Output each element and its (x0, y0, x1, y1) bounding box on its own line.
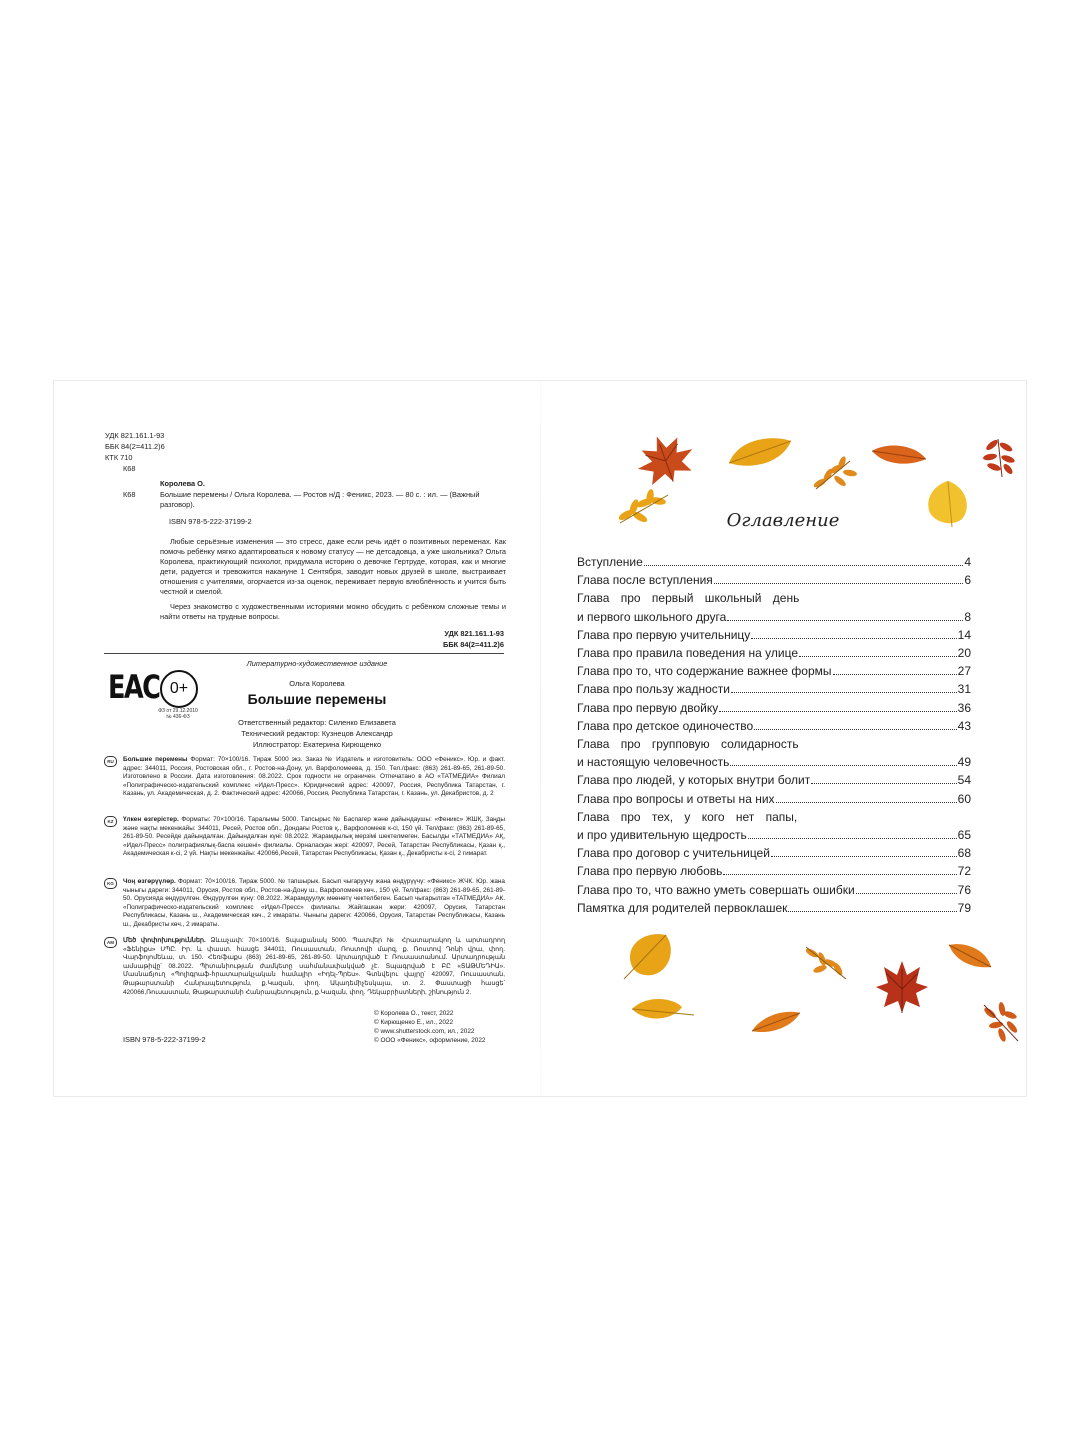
book-title: Большие перемены (247, 691, 387, 707)
separator-line (104, 653, 504, 654)
toc-entry (577, 627, 971, 643)
annotation-paragraph-1: Любые серьёзные изменения — это стресс, даже если речь идёт о позитивных переменах. Как помочь ребёнку мягко адаптироваться к новому статусу — не детсадовца, а уже школьника? Ольга Королева, практикующий психолог, придумала историю о девочке Гертруде, которая, как и многие дети, радуется и тревожится накануне 1 Сентября, заводит новых друзей в школе, выстраивает отношения с учителями, огорчается из-за оценок, переживает первую влюблённость и учится быть честной и смелой. (160, 537, 506, 596)
toc-entry (577, 590, 971, 606)
annotation-paragraph-2: Через знакомство с художественными историями можно обсудить с ребёнком сложные темы и найти ответы на трудные вопросы. (160, 602, 506, 621)
toc-dot-leader (731, 692, 957, 693)
toc-entry-title: Глава про групповую солидарность (577, 737, 799, 751)
toc-entry (577, 645, 971, 661)
toc-entry-page: 72 (957, 864, 971, 879)
toc-entry (577, 772, 971, 788)
toc-entry (577, 663, 971, 679)
toc-dot-leader (799, 656, 957, 657)
toc-entry (577, 900, 971, 916)
orange-leaf-small-icon (748, 1007, 804, 1037)
contents-page (540, 381, 1026, 1096)
toc-entry-page: 49 (957, 755, 971, 770)
toc-entry-page: 76 (957, 882, 971, 897)
toc-entry (577, 681, 971, 697)
toc-dot-leader (788, 911, 956, 912)
toc-entry-page: 60 (957, 791, 971, 806)
yellow-leaf-bottom-icon (628, 993, 698, 1027)
toc-entry-title: Глава про вопросы и ответы на них (577, 791, 775, 806)
toc-entry (577, 845, 971, 861)
toc-dot-leader (771, 856, 957, 857)
lang-badge-kg: KG (104, 878, 117, 889)
edition-type: Литературно-художественное издание (246, 659, 388, 668)
maple-leaf-bottom-icon (874, 957, 930, 1017)
toc-dot-leader (748, 838, 957, 839)
toc-entry-title: Глава про тех, у кого нет папы, (577, 809, 798, 824)
toc-entry (577, 572, 971, 588)
ktk-code: КТК 710 (105, 453, 133, 462)
toc-entry-page: 65 (957, 828, 971, 842)
toc-entry (577, 791, 971, 807)
imprint-am (123, 937, 505, 997)
toc-entry-title: Глава про первый школьный день (577, 591, 800, 606)
tech-editor-line: Технический редактор: Кузнецов Александр (241, 729, 393, 738)
imprint-ru (123, 756, 505, 799)
editor-line: Ответственный редактор: Силенко Елизавета (238, 718, 396, 727)
toc-entry-page: 43 (957, 718, 971, 733)
toc-dot-leader (776, 802, 957, 803)
toc-dot-leader (730, 765, 956, 766)
toc-entry (577, 736, 971, 752)
imprint-ru-text: Формат: 70×100/16. Тираж 5000 экз. Заказ № Издатель и изготовитель: ООО «Феникс». Юр. и факт. адрес: 344011, Россия, Ростовская обл., г. Ростов-на-Дону, ул. Варфоломеева, д. 150. Тел./факс: (863) 261-89-65, 261-89-50. Изготовлено в России. Дата изготовления: 08.2022. Срок годности не ограничен. Отпечатано в АО «ТАТМЕДИА» Филиал «Полиграфическо-издательский комплекс «Идел-Пресс». Юридический адрес: 420097, Россия, Республика Татарстан, г. Казань, ул. Академическая, д. 2. Фактический адрес: 420066, Россия, Республика Татарстан, г. Казань, ул. Декабристов, д. 2 (123, 756, 505, 798)
toc-entry-page: 4 (964, 555, 971, 569)
toc-dot-leader (727, 620, 963, 621)
orange-leaf-bottom-icon (945, 939, 995, 973)
toc-entry (577, 700, 971, 716)
toc-entry (577, 882, 971, 898)
copyright-3: © www.shutterstock.com, ил., 2022 (374, 1028, 475, 1035)
toc-entry-page: 6 (964, 573, 971, 588)
toc-dot-leader (714, 583, 964, 584)
copyright-2: © Кирющенко Е., ил., 2022 (374, 1019, 454, 1026)
toc-entry (577, 863, 971, 879)
toc-entry (577, 809, 971, 825)
toc-entry-title: Глава про первую любовь (577, 864, 723, 879)
imprint-am-text: Ձևաչափ: 70×100/16. Տպաքանակ 5000. Պատվեր № Հրատարակող և արտադրող «Ֆենիքս» ՍՊԸ. Իր. և փաստ. հասցե 344011, Ռուսաստան, Ռոստովի մարզ, ք. Ռոստով Դոնի վրա, փող. Վարֆոլոմեևա, տ. 150. Հեռ/ֆաքս (863) 261-89-65, 261-89-50. Արտադրված է Ռուսաստանում. Արտադրության ամսաթիվը՝ 08.2022. Պիտանիության ժամկետը սահմանափակված չէ. Տպագրված է ԲԸ «ՏԱԹՄԵԴԻԱ». Մասնաճյուղ «Պոլիգրաֆ-հրատարակչական համալիր «Իդել-Պրես». Գտնվելու վայրը՝ 420097, Ռուսաստան, Թաթարստանի Հանրապետություն, ք.Կազան, փող. Ակադեմիչեսկայա, տ. 2. Փաստացի հասցե՝ 420066,Ռուսաստան, Թաթարստանի Հանրապետություն, ք.Կազան, փող. Դեկաբրիստների, շինություն 2. (123, 937, 505, 996)
toc-dot-leader (644, 565, 964, 566)
imprint-ru-head: Большие перемены (123, 756, 188, 763)
imprint-kz-head: Үлкен өзгерістер. (123, 816, 179, 823)
illustrator-line: Иллюстратор: Екатерина Кирющенко (252, 740, 382, 749)
toc-entry-title: и настоящую человечность (577, 755, 730, 770)
author-heading: Королева О. (160, 479, 205, 488)
toc-dot-leader (751, 638, 956, 639)
toc-entry-page: 14 (957, 627, 971, 642)
eac-mark: ЕАС (108, 668, 160, 706)
birch-leaf-icon (725, 433, 795, 471)
bibliographic-record: Большие перемены / Ольга Королева. — Ростов н/Д : Феникс, 2023. — 80 с. : ил. — (Важный разговор). (160, 490, 480, 509)
toc-entry-title: Глава про первую учительницу (577, 627, 751, 642)
toc-dot-leader (811, 783, 956, 784)
toc-entry-page: 54 (957, 773, 971, 788)
bbk-code: ББК 84(2=411.2)6 (105, 442, 165, 451)
toc-entry (577, 554, 971, 570)
lang-badge-kz: KZ (104, 816, 117, 827)
toc-entry-title: Глава про правила поведения на улице (577, 646, 799, 660)
author-mark: К68 (123, 464, 136, 473)
toc-entry-title: Глава про первую двойку (577, 700, 719, 715)
toc-entry-title: Глава про пользу жадности (577, 682, 730, 697)
toc-entry (577, 718, 971, 734)
bbk-code-right: ББК 84(2=411.2)6 (443, 640, 504, 649)
toc-entry-title: Памятка для родителей первоклашек (577, 900, 788, 915)
toc-entry-page: 31 (957, 682, 971, 697)
age-rating-badge: 0+ (160, 670, 198, 708)
toc-entry-page: 79 (957, 900, 971, 915)
imprint-kg (123, 878, 505, 930)
maple-leaf-icon (630, 431, 700, 486)
copyright-1: © Королева О., текст, 2022 (374, 1010, 454, 1017)
toc-entry-page: 68 (957, 846, 971, 861)
rowan-bottom-icon (802, 943, 850, 983)
imprint-page (54, 381, 540, 1096)
imprint-am-head: Մեծ փոփոխություններ. (123, 937, 206, 944)
toc-entry-title: Глава про детское одиночество (577, 718, 754, 733)
aspen-leaf-bottom-icon (620, 927, 680, 981)
toc-entry-title: Глава про людей, у которых внутри болит (577, 773, 811, 788)
red-rowan-leaf-icon (980, 435, 1020, 480)
toc-entry-page: 20 (957, 646, 971, 660)
toc-entry (577, 754, 971, 770)
toc-title: Оглавление (726, 510, 840, 531)
toc-entry-title: Глава после вступления (577, 573, 713, 588)
toc-dot-leader (856, 893, 957, 894)
udk-code: УДК 821.161.1-93 (105, 431, 165, 440)
toc-dot-leader (754, 729, 957, 730)
toc-entry-title: Вступление (577, 555, 643, 569)
imprint-kg-head: Чоң өзгөрүүлөр. (123, 878, 176, 885)
fz-note-1: ФЗ от 29.12.2010 (158, 708, 198, 714)
udk-code-right: УДК 821.161.1-93 (444, 629, 504, 638)
fz-note-2: № 436-ФЗ (166, 714, 190, 720)
book-spread (54, 381, 1026, 1096)
isbn-top: ISBN 978-5-222-37199-2 (169, 517, 252, 526)
toc-dot-leader (833, 674, 957, 675)
toc-entry (577, 609, 971, 625)
toc-entry-page: 8 (964, 609, 971, 624)
toc-entry-page: 27 (957, 664, 971, 679)
toc-entry-page: 36 (957, 700, 971, 715)
copyright-4: © ООО «Феникс», оформление, 2022 (374, 1037, 486, 1044)
toc-entry (577, 827, 971, 843)
toc-dot-leader (719, 711, 956, 712)
imprint-kz (123, 816, 505, 859)
imprint-kz-text: Форматы: 70×100/16. Таралымы 5000. Тапсырыс № Баспагер және дайындаушы: «Феникс» ЖШҚ. Заңды және нақты мекенжайы: 344011, Ресей, Ростов обл., Дондағы Ростов қ., Варфоломеев к-сі, 150 үй. Тел/факс: (863) 261-89-65, 261-89-50. Ресейде дайындалған. Дайындалған күні: 08.2022. Жарамдылық мерзімі шектелмеген. Басылды «ТАТМЕДИА» АҚ, «Идел-Пресс» полиграфиялық-баспа кешені» филиалы. Орналасқан жері: 420097, Ресей, Татарстан Республикасы, Қазан қ., Академическая к-сі, 2 үй. Нақты мекенжайы: 420066,Ресей, Татарстан Республикасы, Қазан қ., Декабристы к-сі, 2 гимарат. (123, 816, 505, 858)
rowan-leaf-icon (810, 453, 862, 493)
imprint-kg-text: Формат: 70×100/16. Тираж 5000. № тапшырык. Басып чыгаруучу жана өндүрүүчү: «Феникс» ЖЧК. Юр. жана чыныгы дареги: 344011, Орусия, Ростов обл., Ростов-на-Дону ш., Варфоломеев көч., 150 үй. Тел/факс: (863) 261-89-65, 261-89-50. Орусияда өндүрүлгөн. Өндүрүлгөн күнү: 08.2022. Жарамдуулук мөөнөтү чектелбеген. Басып чыгарылган «ТАТМЕДИА» АК. «Полиграфическо-издательский комплекс «Идел-Пресс» филиалы. Жайгашкан жери: 420097, Орусия, Татарстан Республикасы, Казань ш., Академическая көч., 2 имараты. Чыныгы дареги: 420066, Орусия, Татарстан Республикасы, Казань ш., Декабристы көч., 2 имараты. (123, 878, 505, 928)
toc-dot-leader (723, 874, 956, 875)
rowan-red-bottom-icon (978, 999, 1026, 1045)
lang-badge-ru: RU (104, 756, 117, 767)
toc-entry-title: Глава про то, что важно уметь совершать ошибки (577, 882, 855, 897)
toc-entry-title: и про удивительную щедрость (577, 828, 747, 842)
toc-entry-title: Глава про договор с учительницей (577, 846, 770, 861)
author-name: Ольга Королева (289, 679, 345, 688)
isbn-bottom: ISBN 978-5-222-37199-2 (123, 1035, 206, 1044)
toc-entry-title: Глава про то, что содержание важнее формы (577, 664, 832, 679)
autumn-leaf-icon (868, 441, 930, 469)
lang-badge-am: AM (104, 937, 117, 948)
author-mark-2: К68 (123, 490, 136, 499)
toc-entry-title: и первого школьного друга (577, 609, 727, 624)
